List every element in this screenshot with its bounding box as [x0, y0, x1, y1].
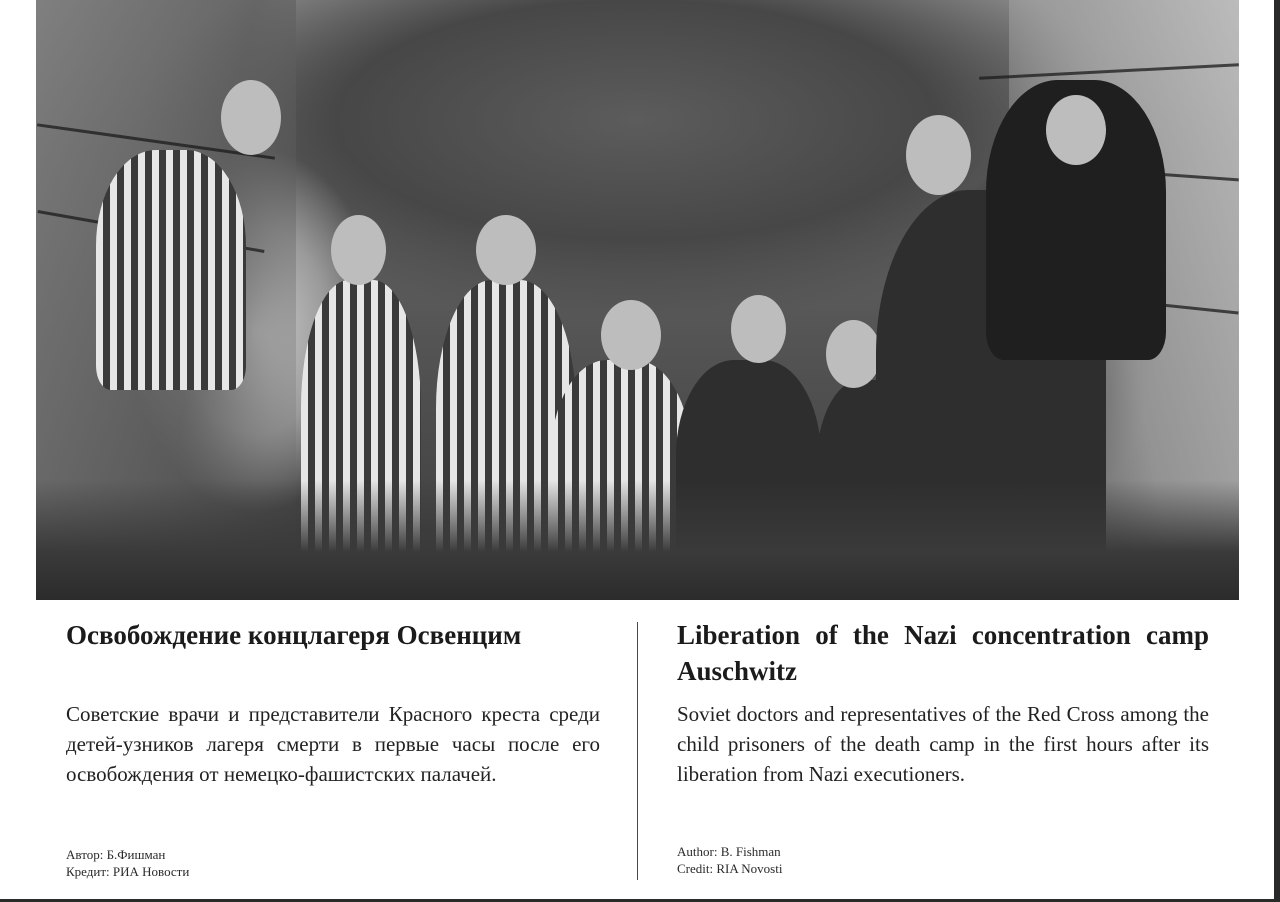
caption-body-ru: Советские врачи и представители Красного креста среди детей-узников лагеря смерти в первые часы после его освобождения от немецко-фашистских палачей.: [66, 702, 600, 786]
author-ru: Автор: Б.Фишман: [66, 847, 166, 862]
photo-figure-head: [731, 295, 786, 363]
caption-credits-en: [677, 843, 782, 877]
photo-figure: [96, 150, 246, 390]
caption-title-en: Liberation of the Nazi concentration camp Auschwitz: [677, 620, 1209, 686]
caption-title-ru: Освобождение концлагеря Освенцим: [66, 620, 522, 650]
photo-figure-head: [476, 215, 536, 285]
photo-figure-head: [601, 300, 661, 370]
column-divider: [637, 622, 638, 880]
historical-photo: [36, 0, 1239, 600]
photo-figure-head: [906, 115, 971, 195]
author-en: Author: B. Fishman: [677, 844, 781, 859]
photo-ground: [36, 480, 1239, 600]
page-frame-right-border: [1274, 0, 1280, 902]
photo-figure-head: [1046, 95, 1106, 165]
caption-body-en: Soviet doctors and representatives of the Red Cross among the child prisoners of the death camp in the first hours after its liberation from Nazi executioners.: [677, 702, 1209, 786]
photo-figure-head: [826, 320, 881, 388]
caption-credits-ru: [66, 846, 189, 880]
credit-ru: Кредит: РИА Новости: [66, 864, 190, 879]
photo-figure-head: [221, 80, 281, 155]
photo-figure-head: [331, 215, 386, 285]
credit-en: Credit: RIA Novosti: [677, 861, 783, 876]
